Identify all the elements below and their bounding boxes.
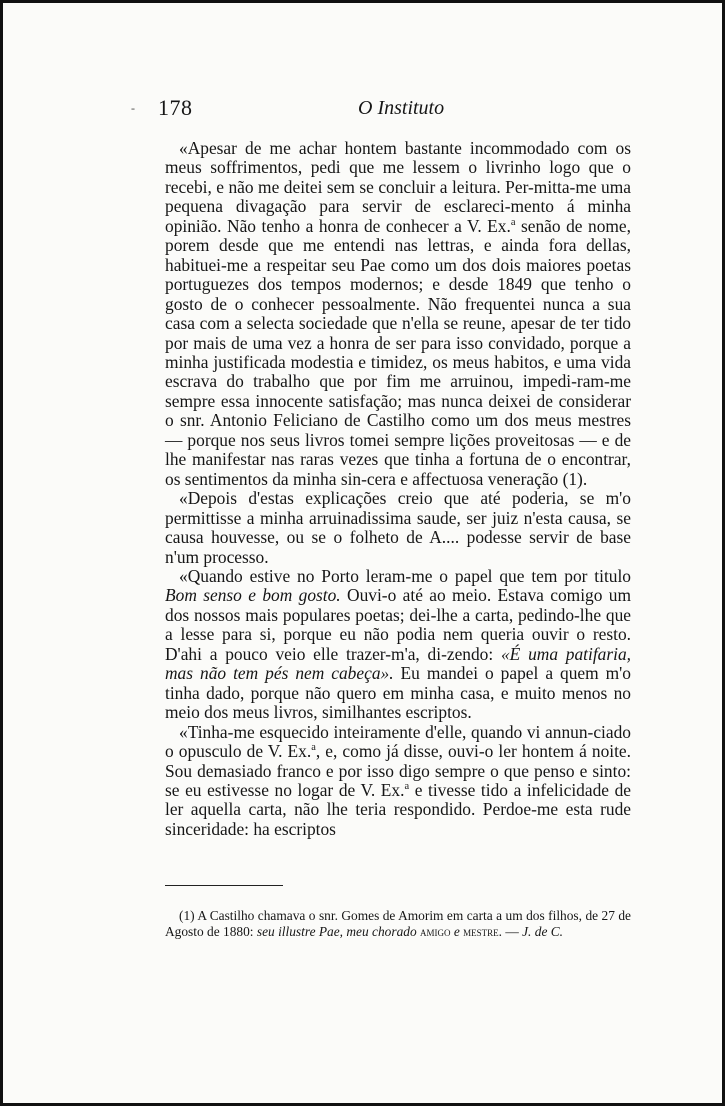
- text-run: Bom senso e bom gosto.: [165, 585, 341, 606]
- text-run: senão de nome, porem desde que me entendi nas lettras, e ainda fora dellas, habituei-me a respeitar seu Pae como um dos dois maiores poetas portuguezes dos tempos modernos; e desde 1849 que tenho o gosto de o conhecer pessoalmente. Não frequentei nunca a sua casa com a selecta sociedade que n'ella se reune, apesar de ter tido por mais de uma vez a honra de ser para isso convidado, porque a minha justificada modestia e timidez, os meus habitos, e uma vida escrava do trabalho que por fim me arruinou, impedi-ram-me sempre essa innocente satisfação; mas nunca deixei de considerar o snr. Antonio Feliciano de Castilho como um dos meus mestres — porque nos seus livros tomei sempre lições proveitosas — e de lhe manifestar nas raras vezes que tinha a fortuna de o encontrar, os sentimentos da minha sin-cera e affectuosa veneração (1).: [165, 215, 631, 489]
- text-run: Ouvi-o até ao meio. Estava comigo um dos nossos mais populares poetas; dei-lhe a carta, pedindo-lhe que a lesse para si, porque eu não podia nem queria ouvir o resto. D'ahi a pouco veio elle trazer-m'a, di-zendo:: [165, 585, 631, 664]
- page-number: 178: [158, 95, 193, 120]
- text-run: (1) A Castilho chamava o snr. Gomes de Amorim em carta a um dos filhos, de 27 de Agosto de 1880:: [165, 908, 631, 939]
- paragraph: [165, 489, 631, 567]
- text-run: «É uma patifaria, mas não tem pés nem cabeça».: [165, 643, 632, 684]
- text-run: a: [311, 742, 316, 754]
- text-run: «Apesar de me achar hontem bastante incommodado com os meus soffrimentos, pedi que me lessem o livrinho logo que o recebi, e não me deitei sem se concluir a leitura. Per-mitta-me uma pequena divagação para servir de esclareci-mento á minha opinião. Não tenho a honra de conhecer a V. Ex.: [165, 138, 631, 236]
- text-run: «Tinha-me esquecido inteiramente d'elle, quando vi annun-ciado o opusculo de V. Ex.: [165, 721, 631, 762]
- text-run: amigo: [420, 923, 451, 939]
- body-text: [165, 139, 631, 839]
- text-run: a: [510, 217, 516, 229]
- page-header: [158, 95, 578, 119]
- text-run: Eu mandei o papel a quem m'o tinha dado, porque não quero em minha casa, e muito menos no meio dos meus livros, similhantes escriptos.: [165, 663, 631, 723]
- running-title: O Instituto: [358, 97, 445, 119]
- paragraph: [165, 723, 631, 840]
- footnote-divider: [165, 885, 283, 886]
- paragraph: [165, 139, 631, 489]
- text-run: J. de C.: [522, 923, 564, 939]
- text-run: «Depois d'estas explicações creio que até poderia, se m'o permittisse a minha arruinadissima saude, ser juiz n'esta causa, se causa houvesse, ou se o folheto de A.... podesse servir de base n'um processo.: [165, 488, 631, 567]
- text-run: mestre: [463, 923, 499, 939]
- text-run: a: [404, 781, 410, 793]
- text-run: . —: [498, 923, 523, 939]
- footnote: [165, 908, 631, 939]
- text-run: «Quando estive no Porto leram-me o papel que tem por titulo: [179, 565, 631, 586]
- text-run: e: [450, 923, 464, 939]
- paragraph: [165, 567, 631, 723]
- margin-mark: -: [131, 101, 135, 115]
- text-run: , e, como já disse, ouvi-o ler hontem á noite. Sou demasiado franco e por isso digo sempre o que penso e sinto: se eu estivesse no logar de V. Ex.: [165, 741, 632, 800]
- text-run: seu illustre Pae, meu chorado: [256, 923, 421, 939]
- text-run: e tivesse tido a infelicidade de ler aquella carta, não lhe teria respondido. Perdoe-me esta rude sinceridade: ha escriptos: [165, 779, 631, 839]
